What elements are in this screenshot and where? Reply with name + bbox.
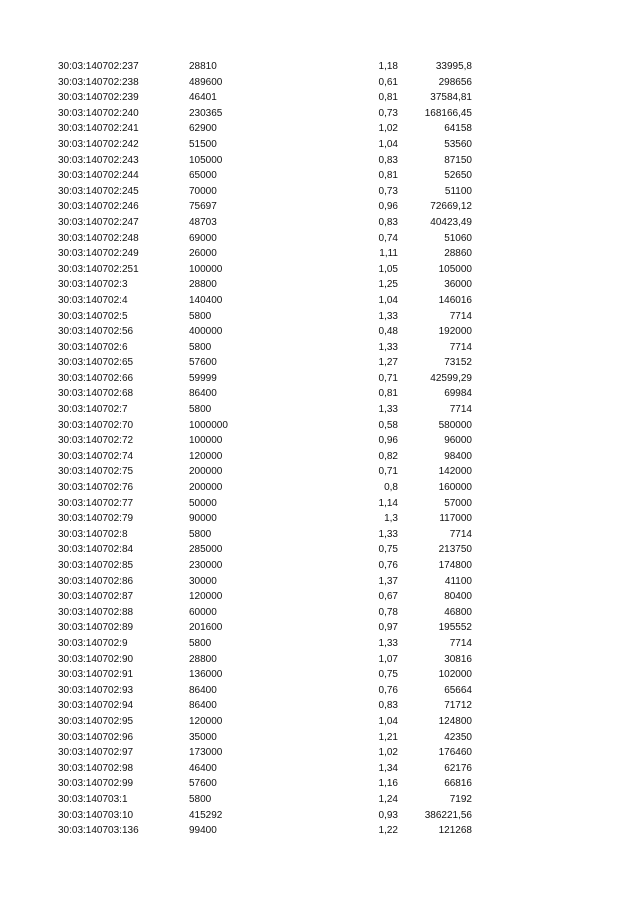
cadastral-number-cell: 30:03:140702:89 <box>58 622 134 634</box>
value-cell: 73152 <box>444 357 472 369</box>
table-row <box>0 792 640 808</box>
amount-cell: 201600 <box>189 622 223 634</box>
cadastral-number-cell: 30:03:140702:68 <box>58 388 134 400</box>
cadastral-number-cell: 30:03:140702:94 <box>58 700 134 712</box>
cadastral-number-cell: 30:03:140702:95 <box>58 715 134 727</box>
coefficient-cell: 1,02 <box>378 123 398 135</box>
table-row <box>0 511 640 527</box>
value-cell: 121268 <box>438 825 472 837</box>
table-row <box>0 355 640 371</box>
amount-cell: 120000 <box>189 450 223 462</box>
cadastral-number-cell: 30:03:140702:240 <box>58 107 139 119</box>
table-row <box>0 184 640 200</box>
amount-cell: 70000 <box>189 185 217 197</box>
amount-cell: 28800 <box>189 279 217 291</box>
value-cell: 7192 <box>449 793 472 805</box>
coefficient-cell: 1,05 <box>378 263 398 275</box>
table-row <box>0 309 640 325</box>
value-cell: 7714 <box>449 528 472 540</box>
value-cell: 72669,12 <box>430 201 472 213</box>
table-row <box>0 714 640 730</box>
coefficient-cell: 0,75 <box>378 669 398 681</box>
coefficient-cell: 0,83 <box>378 216 398 228</box>
data-sheet <box>0 59 640 839</box>
amount-cell: 285000 <box>189 544 223 556</box>
table-row <box>0 808 640 824</box>
cadastral-number-cell: 30:03:140703:10 <box>58 809 134 821</box>
coefficient-cell: 0,74 <box>378 232 398 244</box>
amount-cell: 140400 <box>189 294 223 306</box>
table-row <box>0 324 640 340</box>
cadastral-number-cell: 30:03:140702:99 <box>58 778 134 790</box>
amount-cell: 200000 <box>189 482 223 494</box>
table-row <box>0 636 640 652</box>
cadastral-number-cell: 30:03:140702:84 <box>58 544 134 556</box>
value-cell: 42599,29 <box>430 372 472 384</box>
table-row <box>0 59 640 75</box>
table-row <box>0 667 640 683</box>
cadastral-number-cell: 30:03:140702:97 <box>58 747 134 759</box>
table-row <box>0 823 640 839</box>
table-row <box>0 168 640 184</box>
value-cell: 124800 <box>438 715 472 727</box>
value-cell: 98400 <box>444 450 472 462</box>
value-cell: 57000 <box>444 497 472 509</box>
cadastral-number-cell: 30:03:140702:8 <box>58 528 128 540</box>
cadastral-number-cell: 30:03:140702:79 <box>58 513 134 525</box>
coefficient-cell: 1,04 <box>378 294 398 306</box>
amount-cell: 230000 <box>189 560 223 571</box>
cadastral-number-cell: 30:03:140702:9 <box>58 637 128 649</box>
cadastral-number-cell: 30:03:140702:239 <box>58 92 139 104</box>
amount-cell: 99400 <box>189 825 217 837</box>
value-cell: 28860 <box>444 248 472 260</box>
coefficient-cell: 1,37 <box>378 575 398 587</box>
table-row <box>0 293 640 309</box>
amount-cell: 35000 <box>189 731 217 743</box>
value-cell: 87150 <box>444 154 472 166</box>
value-cell: 36000 <box>444 279 472 291</box>
table-row <box>0 340 640 356</box>
value-cell: 7714 <box>449 637 472 649</box>
coefficient-cell: 0,76 <box>378 684 398 696</box>
value-cell: 213750 <box>438 544 472 556</box>
cadastral-number-cell: 30:03:140702:245 <box>58 185 139 197</box>
table-row <box>0 277 640 293</box>
coefficient-cell: 0,82 <box>378 450 398 462</box>
cadastral-number-cell: 30:03:140702:75 <box>58 466 134 478</box>
value-cell: 195552 <box>438 622 472 634</box>
cadastral-number-cell: 30:03:140702:7 <box>58 404 128 416</box>
coefficient-cell: 0,75 <box>378 544 398 556</box>
amount-cell: 51500 <box>189 138 217 150</box>
amount-cell: 100000 <box>189 263 223 275</box>
cadastral-number-cell: 30:03:140702:6 <box>58 341 128 353</box>
table-row <box>0 761 640 777</box>
value-cell: 66816 <box>444 778 472 790</box>
coefficient-cell: 1,11 <box>379 248 398 260</box>
value-cell: 52650 <box>444 170 472 182</box>
amount-cell: 69000 <box>189 232 217 244</box>
cadastral-number-cell: 30:03:140702:96 <box>58 731 134 743</box>
cadastral-number-cell: 30:03:140702:86 <box>58 575 134 587</box>
table-row <box>0 215 640 231</box>
amount-cell: 5800 <box>189 341 212 353</box>
cadastral-number-cell: 30:03:140702:242 <box>58 138 139 150</box>
coefficient-cell: 1,22 <box>378 825 398 837</box>
amount-cell: 489600 <box>189 76 223 88</box>
coefficient-cell: 0,93 <box>378 809 398 821</box>
value-cell: 71712 <box>444 700 472 712</box>
amount-cell: 86400 <box>189 388 217 400</box>
amount-cell: 28800 <box>189 653 217 665</box>
value-cell: 51100 <box>444 185 472 197</box>
table-row <box>0 246 640 262</box>
amount-cell: 46401 <box>189 92 217 104</box>
cadastral-number-cell: 30:03:140702:249 <box>58 248 139 260</box>
value-cell: 30816 <box>444 653 472 665</box>
table-row <box>0 231 640 247</box>
table-row <box>0 558 640 574</box>
table-row <box>0 620 640 636</box>
cadastral-number-cell: 30:03:140702:98 <box>58 762 134 774</box>
value-cell: 117000 <box>439 513 472 525</box>
amount-cell: 120000 <box>189 715 223 727</box>
table-row <box>0 527 640 543</box>
value-cell: 7714 <box>449 310 472 322</box>
coefficient-cell: 1,33 <box>378 528 398 540</box>
value-cell: 105000 <box>438 263 472 275</box>
value-cell: 96000 <box>444 435 472 447</box>
amount-cell: 28810 <box>189 61 217 72</box>
table-row <box>0 542 640 558</box>
table-row <box>0 464 640 480</box>
cadastral-number-cell: 30:03:140702:88 <box>58 606 134 618</box>
coefficient-cell: 1,27 <box>378 357 398 369</box>
cadastral-number-cell: 30:03:140702:77 <box>58 497 134 509</box>
amount-cell: 60000 <box>189 606 217 618</box>
cadastral-number-cell: 30:03:140702:66 <box>58 372 134 384</box>
coefficient-cell: 0,73 <box>378 185 398 197</box>
cadastral-number-cell: 30:03:140702:93 <box>58 684 134 696</box>
amount-cell: 46400 <box>189 762 217 774</box>
cadastral-number-cell: 30:03:140702:91 <box>58 669 134 681</box>
amount-cell: 62900 <box>189 123 217 135</box>
coefficient-cell: 1,14 <box>378 497 398 509</box>
cadastral-number-cell: 30:03:140702:244 <box>58 170 139 182</box>
value-cell: 53560 <box>444 138 472 150</box>
value-cell: 176460 <box>438 747 472 759</box>
coefficient-cell: 0,71 <box>378 466 398 478</box>
amount-cell: 5800 <box>189 310 212 322</box>
table-row <box>0 745 640 761</box>
value-cell: 580000 <box>438 419 472 431</box>
table-row <box>0 371 640 387</box>
coefficient-cell: 1,04 <box>378 715 398 727</box>
value-cell: 7714 <box>449 341 472 353</box>
value-cell: 37584,81 <box>430 92 472 104</box>
coefficient-cell: 0,81 <box>378 170 398 182</box>
coefficient-cell: 1,07 <box>378 653 398 665</box>
coefficient-cell: 1,16 <box>378 778 398 790</box>
cadastral-number-cell: 30:03:140702:237 <box>58 61 139 72</box>
coefficient-cell: 0,97 <box>378 622 398 634</box>
value-cell: 146016 <box>438 294 472 306</box>
table-row <box>0 652 640 668</box>
amount-cell: 57600 <box>189 357 217 369</box>
cadastral-number-cell: 30:03:140702:3 <box>58 279 128 291</box>
coefficient-cell: 0,78 <box>378 606 398 618</box>
table-row <box>0 776 640 792</box>
table-row <box>0 683 640 699</box>
table-row <box>0 90 640 106</box>
table-row <box>0 496 640 512</box>
table-row <box>0 480 640 496</box>
amount-cell: 415292 <box>189 809 223 821</box>
coefficient-cell: 1,33 <box>378 341 398 353</box>
coefficient-cell: 0,76 <box>378 560 398 571</box>
coefficient-cell: 0,83 <box>378 700 398 712</box>
amount-cell: 59999 <box>189 372 217 384</box>
value-cell: 51060 <box>444 232 472 244</box>
amount-cell: 100000 <box>189 435 223 447</box>
value-cell: 69984 <box>444 388 472 400</box>
value-cell: 80400 <box>444 591 472 603</box>
cadastral-number-cell: 30:03:140702:251 <box>58 263 139 275</box>
cadastral-number-cell: 30:03:140703:1 <box>58 793 128 805</box>
table-row <box>0 574 640 590</box>
table-row <box>0 75 640 91</box>
coefficient-cell: 0,71 <box>378 372 398 384</box>
coefficient-cell: 0,48 <box>378 326 398 338</box>
table-row <box>0 433 640 449</box>
value-cell: 298656 <box>438 76 472 88</box>
table-row <box>0 605 640 621</box>
amount-cell: 26000 <box>189 248 217 260</box>
value-cell: 65664 <box>444 684 472 696</box>
cadastral-number-cell: 30:03:140702:65 <box>58 357 134 369</box>
coefficient-cell: 1,04 <box>378 138 398 150</box>
coefficient-cell: 1,18 <box>378 61 398 72</box>
cadastral-number-cell: 30:03:140703:136 <box>58 825 139 837</box>
coefficient-cell: 1,33 <box>378 310 398 322</box>
amount-cell: 400000 <box>189 326 223 338</box>
cadastral-number-cell: 30:03:140702:90 <box>58 653 134 665</box>
table-row <box>0 153 640 169</box>
table-row <box>0 262 640 278</box>
amount-cell: 136000 <box>189 669 223 681</box>
table-row <box>0 730 640 746</box>
coefficient-cell: 0,61 <box>378 76 398 88</box>
value-cell: 192000 <box>438 326 472 338</box>
table-row <box>0 137 640 153</box>
coefficient-cell: 0,83 <box>378 154 398 166</box>
cadastral-number-cell: 30:03:140702:87 <box>58 591 134 603</box>
cadastral-number-cell: 30:03:140702:76 <box>58 482 134 494</box>
amount-cell: 5800 <box>189 637 212 649</box>
amount-cell: 57600 <box>189 778 217 790</box>
value-cell: 7714 <box>449 404 472 416</box>
cadastral-number-cell: 30:03:140702:85 <box>58 560 134 571</box>
amount-cell: 5800 <box>189 528 212 540</box>
coefficient-cell: 0,96 <box>378 201 398 213</box>
amount-cell: 5800 <box>189 404 212 416</box>
value-cell: 62176 <box>444 762 472 774</box>
cadastral-number-cell: 30:03:140702:246 <box>58 201 139 213</box>
coefficient-cell: 1,24 <box>378 793 398 805</box>
value-cell: 64158 <box>444 123 472 135</box>
table-row <box>0 449 640 465</box>
amount-cell: 230365 <box>189 107 223 119</box>
coefficient-cell: 1,25 <box>378 279 398 291</box>
amount-cell: 86400 <box>189 700 217 712</box>
value-cell: 46800 <box>444 606 472 618</box>
coefficient-cell: 0,81 <box>378 388 398 400</box>
cadastral-number-cell: 30:03:140702:243 <box>58 154 139 166</box>
cadastral-number-cell: 30:03:140702:72 <box>58 435 134 447</box>
coefficient-cell: 0,67 <box>378 591 398 603</box>
coefficient-cell: 0,96 <box>378 435 398 447</box>
cadastral-number-cell: 30:03:140702:4 <box>58 294 128 306</box>
value-cell: 42350 <box>444 731 472 743</box>
amount-cell: 75697 <box>189 201 217 213</box>
cadastral-number-cell: 30:03:140702:56 <box>58 326 134 338</box>
table-row <box>0 199 640 215</box>
coefficient-cell: 1,33 <box>378 637 398 649</box>
coefficient-cell: 0,73 <box>378 107 398 119</box>
value-cell: 174800 <box>438 560 472 571</box>
cadastral-number-cell: 30:03:140702:248 <box>58 232 139 244</box>
cadastral-number-cell: 30:03:140702:241 <box>58 123 139 135</box>
value-cell: 40423,49 <box>430 216 472 228</box>
value-cell: 168166,45 <box>424 107 472 119</box>
coefficient-cell: 0,81 <box>378 92 398 104</box>
table-row <box>0 402 640 418</box>
value-cell: 41100 <box>444 575 472 587</box>
cadastral-number-cell: 30:03:140702:74 <box>58 450 134 462</box>
coefficient-cell: 1,21 <box>378 731 398 743</box>
amount-cell: 200000 <box>189 466 223 478</box>
value-cell: 386221,56 <box>424 809 472 821</box>
amount-cell: 65000 <box>189 170 217 182</box>
amount-cell: 1000000 <box>189 419 228 431</box>
coefficient-cell: 1,34 <box>378 762 398 774</box>
value-cell: 102000 <box>438 669 472 681</box>
coefficient-cell: 0,58 <box>378 419 398 431</box>
amount-cell: 5800 <box>189 793 212 805</box>
amount-cell: 30000 <box>189 575 217 587</box>
cadastral-number-cell: 30:03:140702:247 <box>58 216 139 228</box>
cadastral-number-cell: 30:03:140702:70 <box>58 419 134 431</box>
cadastral-number-cell: 30:03:140702:238 <box>58 76 139 88</box>
amount-cell: 90000 <box>189 513 217 525</box>
amount-cell: 48703 <box>189 216 217 228</box>
coefficient-cell: 1,33 <box>378 404 398 416</box>
coefficient-cell: 0,8 <box>384 482 398 494</box>
table-row <box>0 698 640 714</box>
table-row <box>0 121 640 137</box>
coefficient-cell: 1,3 <box>384 513 398 525</box>
cadastral-number-cell: 30:03:140702:5 <box>58 310 128 322</box>
value-cell: 142000 <box>438 466 472 478</box>
coefficient-cell: 1,02 <box>378 747 398 759</box>
amount-cell: 105000 <box>189 154 223 166</box>
amount-cell: 86400 <box>189 684 217 696</box>
table-row <box>0 589 640 605</box>
value-cell: 33995,8 <box>435 61 472 72</box>
amount-cell: 50000 <box>189 497 217 509</box>
table-row <box>0 418 640 434</box>
amount-cell: 173000 <box>189 747 223 759</box>
amount-cell: 120000 <box>189 591 223 603</box>
value-cell: 160000 <box>438 482 472 494</box>
table-row <box>0 106 640 122</box>
table-row <box>0 386 640 402</box>
